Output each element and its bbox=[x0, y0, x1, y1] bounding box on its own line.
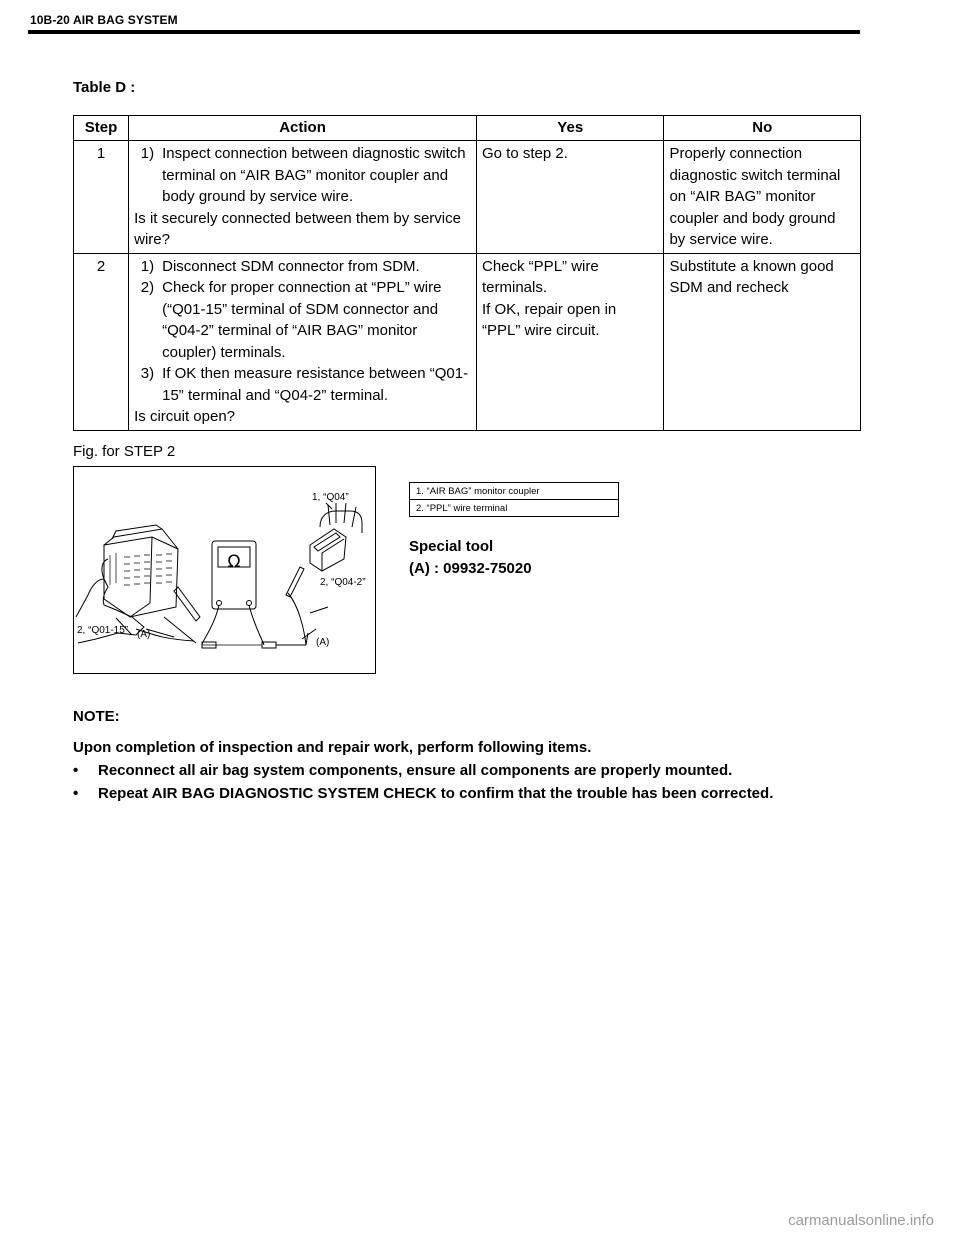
table-row bbox=[74, 141, 861, 254]
action-item-text: Disconnect SDM connector from SDM. bbox=[162, 257, 420, 275]
action-item bbox=[134, 143, 471, 208]
yes-cell bbox=[477, 253, 664, 430]
lead-meter-left bbox=[202, 605, 219, 645]
action-item-number: 3) bbox=[140, 365, 155, 382]
wiring-figure bbox=[73, 466, 376, 674]
probe-lead-right bbox=[288, 593, 306, 645]
bullet-icon: • bbox=[73, 785, 79, 802]
wiring-diagram bbox=[74, 467, 377, 675]
left-probe-icon bbox=[174, 587, 200, 621]
action-item-number: 2) bbox=[140, 279, 155, 296]
action-question: Is it securely connected between them by service wire? bbox=[134, 209, 461, 248]
header-rule bbox=[28, 30, 860, 34]
yes-line: If OK, repair open in “PPL” wire circuit. bbox=[482, 300, 617, 339]
no-cell: Substitute a known good SDM and recheck bbox=[664, 253, 861, 430]
legend-item: 1. “AIR BAG” monitor coupler bbox=[410, 483, 619, 500]
page-header: 10B-20 AIR BAG SYSTEM bbox=[30, 13, 178, 27]
table-header-row bbox=[74, 116, 861, 141]
action-cell bbox=[129, 253, 477, 430]
yes-line: Check “PPL” wire terminals. bbox=[482, 257, 599, 296]
figure-caption: Fig. for STEP 2 bbox=[73, 443, 176, 460]
bullet-icon: • bbox=[73, 762, 79, 779]
header-action: Action bbox=[129, 116, 477, 141]
label-tool-a-left: (A) bbox=[137, 629, 151, 640]
step-number: 1 bbox=[74, 141, 129, 254]
action-item-number: 1) bbox=[140, 145, 155, 162]
label-tool-a-right: (A) bbox=[316, 637, 330, 648]
action-item-number: 1) bbox=[140, 257, 155, 275]
note-intro: Upon completion of inspection and repair work, perform following items. bbox=[73, 739, 592, 756]
probe-line bbox=[164, 617, 196, 643]
leader-q04 bbox=[326, 503, 332, 509]
note-bullet-text: Repeat AIR BAG DIAGNOSTIC SYSTEM CHECK to confirm that the trouble has been corrected. bbox=[98, 785, 774, 802]
lead-meter-right bbox=[249, 605, 264, 645]
action-item-text: Check for proper connection at “PPL” wire (“Q01-15” terminal of SDM connector and “Q04-2” terminal of “AIR BAG” monitor coupler) terminals. bbox=[162, 279, 442, 361]
leader-q04-2 bbox=[310, 607, 328, 613]
diagnosis-table bbox=[73, 115, 861, 431]
legend-row bbox=[410, 483, 619, 500]
header-yes: Yes bbox=[477, 116, 664, 141]
action-item bbox=[134, 363, 471, 406]
note-bullet-text: Reconnect all air bag system components, ensure all components are properly mounted. bbox=[98, 762, 733, 779]
figure-legend bbox=[409, 482, 619, 517]
monitor-coupler-icon bbox=[310, 503, 362, 571]
table-title: Table D : bbox=[73, 79, 136, 96]
special-tool bbox=[409, 536, 532, 580]
no-cell: Properly connection diagnostic switch terminal on “AIR BAG” monitor coupler and body ground by service wire. bbox=[664, 141, 861, 254]
legend-row bbox=[410, 500, 619, 517]
table-row bbox=[74, 253, 861, 430]
action-question: Is circuit open? bbox=[134, 408, 236, 425]
action-item-text: If OK then measure resistance between “Q01-15” terminal and “Q04-2” terminal. bbox=[162, 365, 469, 404]
ohm-symbol: Ω bbox=[227, 552, 241, 572]
label-q01-15: 2, “Q01-15” bbox=[77, 625, 129, 636]
yes-cell: Go to step 2. bbox=[477, 141, 664, 254]
action-item-text: Inspect connection between diagnostic switch terminal on “AIR BAG” monitor coupler and body ground by service wire. bbox=[162, 145, 466, 205]
note-bullet bbox=[73, 759, 873, 782]
lead-plug-icon bbox=[262, 642, 276, 648]
special-tool-title: Special tool bbox=[409, 538, 494, 555]
header-no: No bbox=[664, 116, 861, 141]
right-probe-icon bbox=[286, 567, 304, 597]
special-tool-value: (A) : 09932-75020 bbox=[409, 560, 532, 577]
action-item bbox=[134, 256, 471, 278]
note-title: NOTE: bbox=[73, 708, 120, 725]
sdm-connector-icon bbox=[104, 525, 178, 617]
header-step: Step bbox=[74, 116, 129, 141]
label-q04-2: 2, “Q04-2” bbox=[320, 577, 366, 588]
note-section bbox=[73, 705, 873, 805]
action-cell bbox=[129, 141, 477, 254]
legend-item: 2. “PPL” wire terminal bbox=[410, 500, 619, 517]
note-bullet bbox=[73, 782, 873, 805]
step-number: 2 bbox=[74, 253, 129, 430]
label-q04: 1, “Q04” bbox=[312, 492, 349, 503]
watermark: carmanualsonline.info bbox=[788, 1212, 934, 1229]
action-item bbox=[134, 277, 471, 363]
